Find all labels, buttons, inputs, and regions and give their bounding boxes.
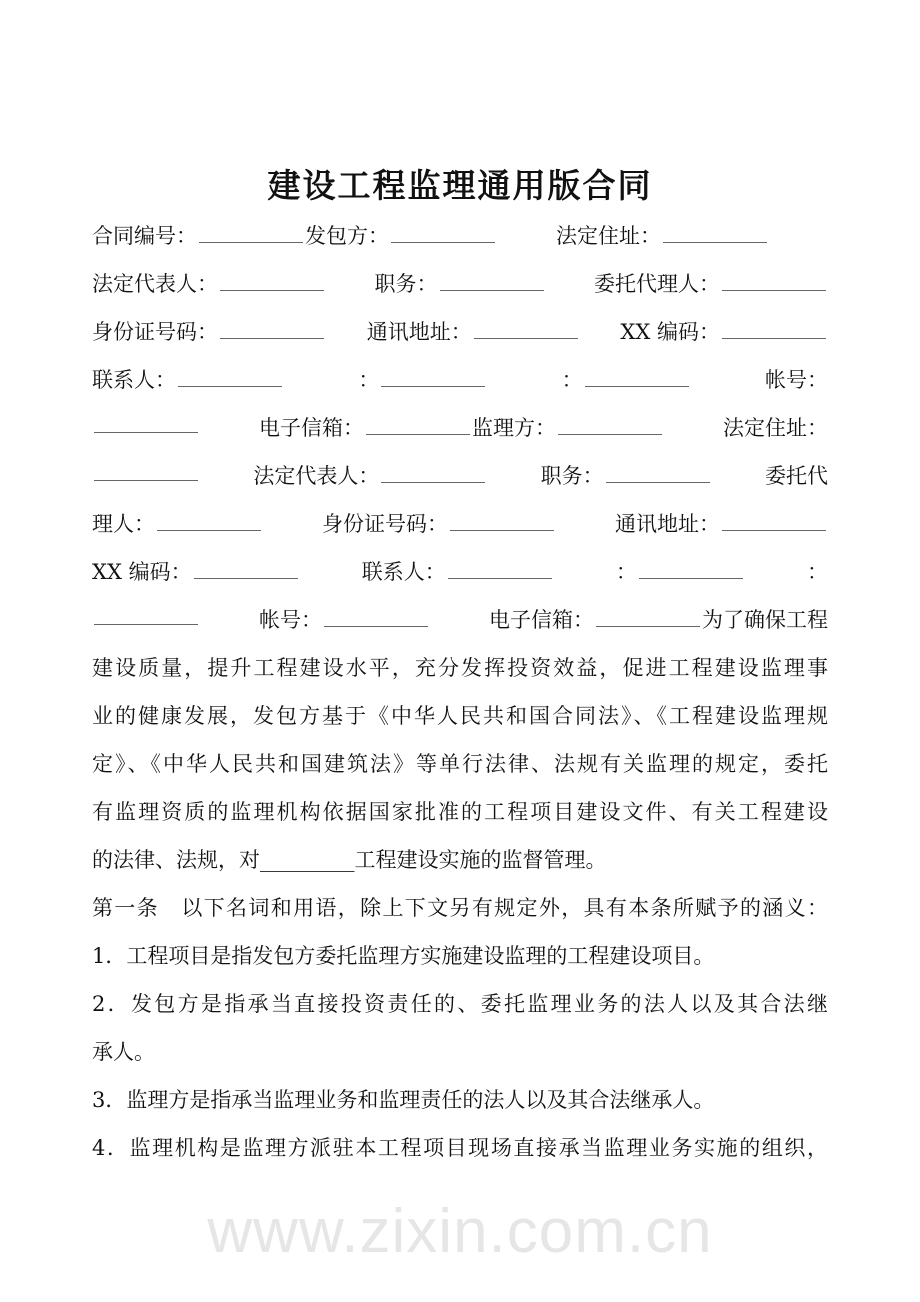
form-row xyxy=(92,268,828,300)
form-field-group xyxy=(92,460,200,492)
field-label: 法定代表人： xyxy=(92,272,218,296)
form-field-group xyxy=(92,268,326,300)
body-text-line: 1．工程项目是指发包方委托监理方实施建设监理的工程建设项目。 xyxy=(92,944,715,968)
blank-fill-field[interactable] xyxy=(450,510,554,531)
body-text-line: 有监理资质的监理机构依据国家批准的工程项目建设文件、有关工程建设 xyxy=(92,800,828,824)
form-field-group xyxy=(375,268,546,300)
form-field-group xyxy=(541,460,712,492)
blank-fill-field[interactable] xyxy=(178,366,282,387)
form-row xyxy=(92,412,828,444)
body-text-line: 2．发包方是指承当直接投资责任的、委托监理业务的法人以及其合法继 xyxy=(92,992,828,1016)
form-row xyxy=(92,604,828,636)
field-label: 联系人： xyxy=(92,368,176,392)
body-text-line: 承人。 xyxy=(92,1040,155,1064)
body-text-line: 的法律、法规，对_________工程建设实施的监督管理。 xyxy=(92,848,607,872)
body-text-line: 4．监理机构是监理方派驻本工程项目现场直接承当监理业务实施的组织， xyxy=(92,1136,828,1160)
form-row xyxy=(92,220,828,252)
blank-fill-field[interactable] xyxy=(381,366,485,387)
form-field-group xyxy=(92,508,263,540)
field-label: 法定代表人： xyxy=(253,464,380,488)
blank-fill-field[interactable] xyxy=(440,270,544,291)
field-label: ： xyxy=(358,368,380,392)
blank-fill-field[interactable] xyxy=(157,510,261,531)
field-label: 电子信箱： xyxy=(259,416,364,440)
field-label: 委托代 xyxy=(764,464,828,488)
field-label: 法定住址： xyxy=(723,416,828,440)
field-label: 身份证号码： xyxy=(92,320,218,344)
blank-fill-field[interactable] xyxy=(94,412,198,433)
blank-fill-field[interactable] xyxy=(722,510,826,531)
blank-fill-field[interactable] xyxy=(606,462,710,483)
form-field-group xyxy=(556,220,769,252)
field-label: 电子信箱： xyxy=(489,608,594,632)
field-label: ： xyxy=(561,368,583,392)
field-label: 合同编号： xyxy=(92,224,197,248)
form-field-group xyxy=(807,556,828,588)
form-field-group xyxy=(92,556,300,588)
field-label: 帐号： xyxy=(764,368,828,392)
blank-fill-field[interactable] xyxy=(558,414,662,435)
field-label: 职务： xyxy=(540,464,604,488)
form-field-group xyxy=(92,220,497,252)
field-label: XX 编码： xyxy=(92,560,192,584)
watermark: www.zixin.com.cn xyxy=(207,1197,713,1266)
field-label: 通讯地址： xyxy=(615,512,720,536)
field-label: 委托代理人： xyxy=(594,272,720,296)
document-title: 建设工程监理通用版合同 xyxy=(267,166,653,205)
field-label: 发包方： xyxy=(305,224,389,248)
blank-fill-field[interactable] xyxy=(199,222,303,243)
form-field-group xyxy=(259,412,664,444)
blank-fill-field[interactable] xyxy=(722,270,826,291)
blank-fill-field[interactable] xyxy=(391,222,495,243)
field-label: XX 编码： xyxy=(620,320,720,344)
blank-fill-field[interactable] xyxy=(474,318,578,339)
form-field-group xyxy=(489,604,828,636)
blank-fill-field[interactable] xyxy=(94,604,198,625)
field-label: 通讯地址： xyxy=(366,320,472,344)
field-label: 职务： xyxy=(374,272,438,296)
form-field-group xyxy=(253,460,487,492)
body-text-line: 第一条 以下名词和用语，除上下文另有规定外，具有本条所赋予的涵义： xyxy=(92,896,828,920)
form-field-group xyxy=(92,412,200,444)
body-text-line: 建设质量，提升工程建设水平，充分发挥投资效益，促进工程建设监理事 xyxy=(92,656,828,680)
form-row xyxy=(92,364,828,396)
form-field-group xyxy=(358,364,487,396)
form-row xyxy=(92,508,828,540)
field-label: ： xyxy=(807,560,828,584)
form-field-group xyxy=(723,412,828,444)
form-field-group xyxy=(92,604,200,636)
field-label: ： xyxy=(615,560,637,584)
blank-fill-field[interactable] xyxy=(194,558,298,579)
form-field-group xyxy=(367,316,580,348)
blank-fill-field[interactable] xyxy=(448,558,552,579)
body-text-line: 业的健康发展，发包方基于《中华人民共和国合同法》、《工程建设监理规 xyxy=(92,704,828,728)
blank-fill-field[interactable] xyxy=(585,366,689,387)
form-row xyxy=(92,316,828,348)
form-row xyxy=(92,460,828,492)
form-field-group xyxy=(259,604,430,636)
blank-fill-field[interactable] xyxy=(366,414,470,435)
field-label: 为了确保工程 xyxy=(702,608,828,632)
blank-fill-field[interactable] xyxy=(663,222,767,243)
field-label: 联系人： xyxy=(361,560,446,584)
body-text-line: 定》、《中华人民共和国建筑法》等单行法律、法规有关监理的规定，委托 xyxy=(92,752,828,776)
field-label: 法定住址： xyxy=(556,224,661,248)
field-label: 理人： xyxy=(92,512,155,536)
blank-fill-field[interactable] xyxy=(596,606,700,627)
form-field-group xyxy=(616,556,745,588)
blank-fill-field[interactable] xyxy=(220,270,324,291)
form-field-group xyxy=(620,316,828,348)
body-text-line: 3．监理方是指承当监理业务和监理责任的法人以及其合法继承人。 xyxy=(92,1088,715,1112)
form-field-group xyxy=(322,508,556,540)
form-field-group xyxy=(765,364,828,396)
form-field-group xyxy=(362,556,554,588)
blank-fill-field[interactable] xyxy=(94,460,198,481)
blank-fill-field[interactable] xyxy=(324,606,428,627)
form-field-group xyxy=(765,460,828,492)
field-label: 监理方： xyxy=(472,416,556,440)
blank-fill-field[interactable] xyxy=(220,318,324,339)
blank-fill-field[interactable] xyxy=(381,462,485,483)
blank-fill-field[interactable] xyxy=(639,558,743,579)
form-field-group xyxy=(92,364,284,396)
blank-fill-field[interactable] xyxy=(722,318,826,339)
field-label: 帐号： xyxy=(259,608,322,632)
field-label: 身份证号码： xyxy=(322,512,448,536)
form-row xyxy=(92,556,828,588)
form-field-group xyxy=(92,316,326,348)
form-field-group xyxy=(615,508,828,540)
form-field-group xyxy=(594,268,828,300)
form-field-group xyxy=(562,364,691,396)
